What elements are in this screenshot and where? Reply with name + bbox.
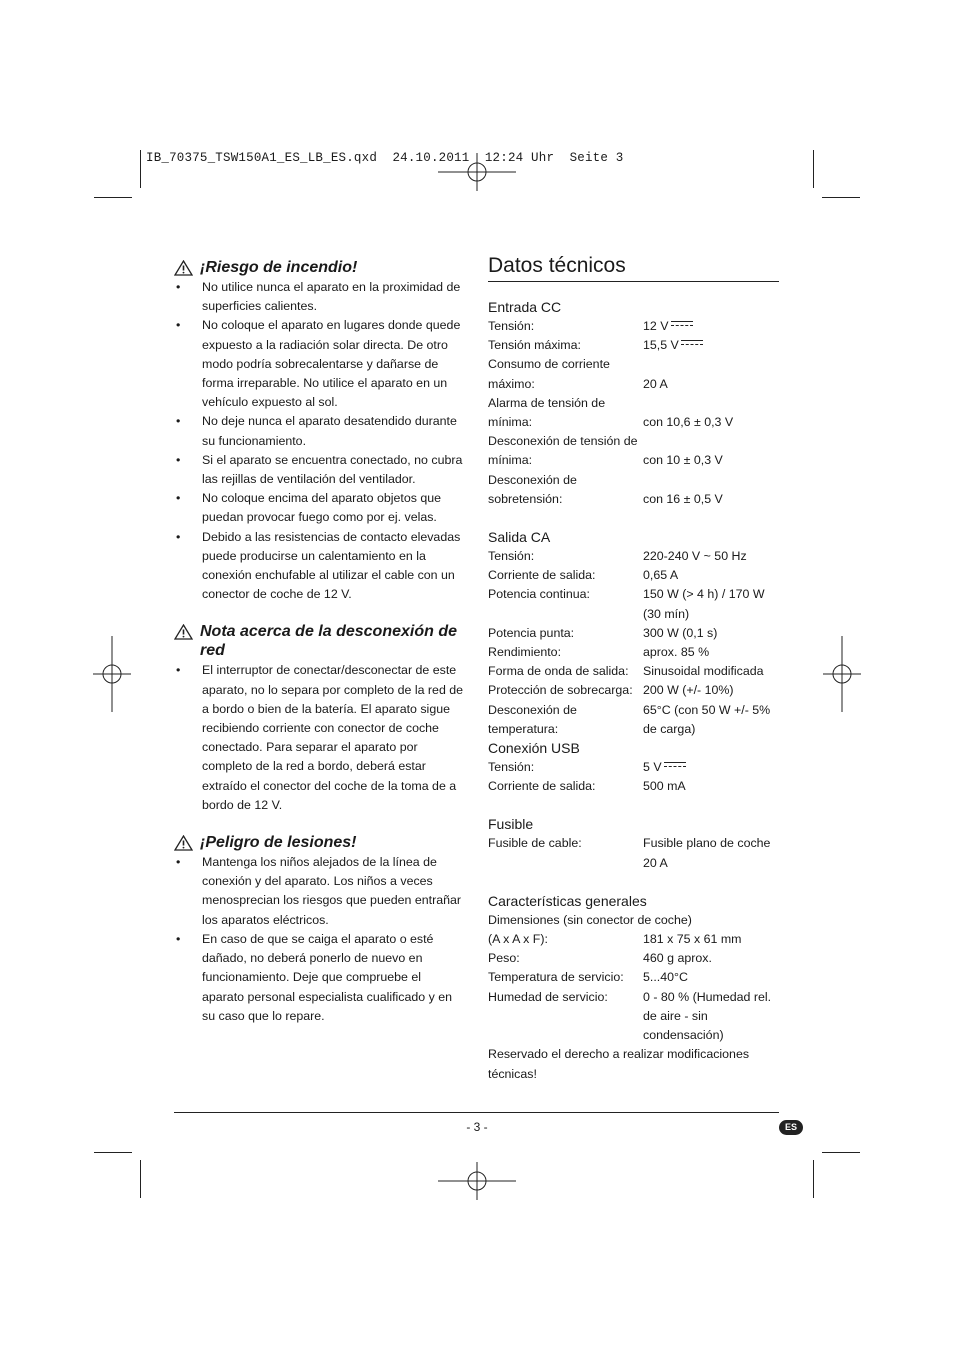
row-value: 12 V [643, 317, 779, 336]
table-row [488, 662, 779, 681]
modification-note: Reservado el derecho a realizar modificaciones técnicas! [488, 1047, 750, 1081]
network-heading-text: Nota acerca de la desconexión de red [200, 623, 457, 660]
ac-output-table [488, 547, 779, 739]
list-item: • Si el aparato se encuentra conectado, no cubra las rejillas de ventilación del ventilador. [174, 451, 466, 489]
page-number: - 3 - [466, 1120, 488, 1134]
list-item: • No coloque el aparato en lugares donde quede expuesto a la radiación solar directa. De otro modo podría sobrecalentarse y dañarse de forma irreparable. No utilice el aparato en un vehículo expuesto al sol. [174, 316, 466, 412]
dc-symbol-icon [671, 321, 693, 330]
crop-mark [94, 1152, 132, 1153]
dc-input-table [488, 317, 779, 509]
row-value: 0 - 80 % (Humedad rel. de aire - sin condensación) [643, 989, 772, 1043]
list-item: • En caso de que se caiga el aparato o esté dañado, no deberá ponerlo de nuevo en funcionamiento. Deje que compruebe el aparato personal especialista cualificado y en su caso que lo repare. [174, 930, 466, 1026]
table-row [488, 930, 779, 949]
table-row [488, 624, 779, 643]
language-badge: ES [779, 1120, 803, 1135]
row-value: 5 V [643, 758, 779, 777]
list-item: • No coloque encima del aparato objetos que puedan provocar fuego como por ej. velas. [174, 489, 466, 527]
crop-mark [822, 197, 860, 198]
row-value: 200 W (+/- 10%) [643, 683, 734, 698]
row-value: 500 mA [643, 779, 686, 794]
table-row [488, 547, 779, 566]
print-slug: IB_70375_TSW150A1_ES_LB_ES.qxd 24.10.2011 12:24 Uhr Seite 3 [146, 151, 624, 165]
table-row [488, 701, 779, 739]
usb-heading: Conexión USB [488, 740, 580, 757]
fire-heading-text: ¡Riesgo de incendio! [200, 259, 358, 276]
row-label: Protección de sobrecarga: [488, 683, 633, 698]
row-label: Peso: [488, 951, 520, 966]
table-row [488, 585, 779, 623]
registration-mark-bottom [438, 1162, 516, 1200]
row-value: Fusible plano de coche 20 A [643, 836, 771, 870]
row-value: aprox. 85 % [643, 645, 710, 660]
table-row [488, 968, 779, 987]
dc-symbol-icon [681, 340, 703, 349]
table-row [488, 336, 779, 355]
table-row [488, 566, 779, 585]
row-label: Tensión: [488, 549, 535, 564]
fire-list [174, 278, 466, 604]
row-label: Rendimiento: [488, 645, 562, 660]
row-value: con 16 ± 0,5 V [643, 491, 723, 506]
warning-icon [174, 260, 193, 276]
row-label: Temperatura de servicio: [488, 970, 624, 985]
row-label: Potencia punta: [488, 625, 575, 640]
row-label: Alarma de tensión de mínima: [488, 395, 606, 430]
table-row [488, 988, 779, 1046]
dc-symbol-icon [664, 762, 686, 771]
row-value: 150 W (> 4 h) / 170 W (30 mín) [643, 587, 765, 621]
tech-data-column [488, 252, 779, 1084]
list-item: • No utilice nunca el aparato en la proximidad de superficies calientes. [174, 278, 466, 316]
table-row [488, 777, 779, 796]
table-row [488, 471, 779, 509]
row-label: Tensión: [488, 760, 535, 775]
row-value: con 10,6 ± 0,3 V [643, 415, 734, 430]
row-label: Fusible de cable: [488, 836, 582, 851]
table-row [488, 643, 779, 662]
row-value: 300 W (0,1 s) [643, 625, 718, 640]
row-value: 20 A [643, 376, 668, 391]
dc-input-heading: Entrada CC [488, 299, 562, 315]
row-value: con 10 ± 0,3 V [643, 453, 723, 468]
network-heading [174, 622, 466, 660]
row-label: Humedad de servicio: [488, 989, 608, 1004]
usb-table [488, 758, 779, 796]
table-row [488, 432, 779, 470]
fire-heading [174, 258, 466, 277]
safety-column [174, 258, 466, 1026]
crop-mark [813, 1160, 814, 1198]
row-value: 220-240 V ~ 50 Hz [643, 549, 747, 564]
network-list [174, 661, 466, 815]
row-value: 65°C (con 50 W +/- 5% de carga) [643, 702, 771, 736]
dimensions-label: Dimensiones (sin conector de coche) [488, 912, 692, 927]
registration-mark-right [823, 636, 861, 712]
page-title: Datos técnicos [488, 252, 779, 282]
crop-mark [822, 1152, 860, 1153]
crop-mark [813, 150, 814, 188]
row-label: Forma de onda de salida: [488, 664, 629, 679]
row-value: 5...40°C [643, 970, 688, 985]
ac-output-heading: Salida CA [488, 529, 551, 546]
row-label: Corriente de salida: [488, 779, 596, 794]
crop-mark [94, 197, 132, 198]
crop-mark [140, 1160, 141, 1198]
row-value: 15,5 V [643, 336, 779, 355]
list-item: • Mantenga los niños alejados de la línea de conexión y del aparato. Los niños a veces menosprecian los riesgos que pueden entrañar los aparatos eléctricos. [174, 853, 466, 930]
table-row [488, 758, 779, 777]
row-label: Desconexión de sobretensión: [488, 472, 577, 506]
fuse-heading: Fusible [488, 816, 534, 833]
injury-heading-text: ¡Peligro de lesiones! [200, 834, 357, 852]
list-item: • El interruptor de conectar/desconectar de este aparato, no lo separa por completo de la red de a bordo o bien de la batería. El aparato sigue recibiendo corriente con conector de coche conectado. Para separar el aparato por completo de la red a bordo, deberá estar extraído el conector del coche de la toma de a bordo de 12 V. [174, 661, 466, 815]
row-value: 460 g aprox. [643, 951, 712, 966]
row-value: 181 x 75 x 61 mm [643, 932, 742, 947]
row-label: Desconexión de tensión de mínima: [488, 434, 638, 468]
list-item: • Debido a las resistencias de contacto elevadas puede producirse un calentamiento en la conexión enchufable al utilizar el cable con un conector de coche de 12 V. [174, 528, 466, 605]
row-label: Potencia continua: [488, 587, 590, 602]
injury-heading [174, 833, 466, 852]
crop-mark [140, 150, 141, 188]
table-row [488, 834, 779, 872]
table-row [488, 949, 779, 968]
registration-mark-left [93, 636, 131, 712]
table-row [488, 317, 779, 336]
footer-rule [174, 1112, 779, 1113]
row-value: 0,65 A [643, 568, 679, 583]
row-value: Sinusoidal modificada [643, 664, 764, 679]
warning-icon [174, 624, 193, 640]
row-label: Corriente de salida: [488, 568, 596, 583]
fuse-table [488, 834, 779, 872]
row-label: Tensión: [488, 319, 535, 333]
row-label: Tensión máxima: [488, 338, 581, 353]
table-row [488, 394, 779, 432]
general-heading: Características generales [488, 892, 647, 909]
row-label: (A x A x F): [488, 932, 548, 947]
row-label: Desconexión de temperatura: [488, 702, 577, 736]
general-table [488, 911, 779, 1084]
injury-list [174, 853, 466, 1026]
row-label: Consumo de corriente máximo: [488, 357, 610, 391]
table-row [488, 355, 779, 393]
list-item: • No deje nunca el aparato desatendido durante su funcionamiento. [174, 412, 466, 450]
table-row [488, 681, 779, 700]
warning-icon [174, 835, 193, 851]
